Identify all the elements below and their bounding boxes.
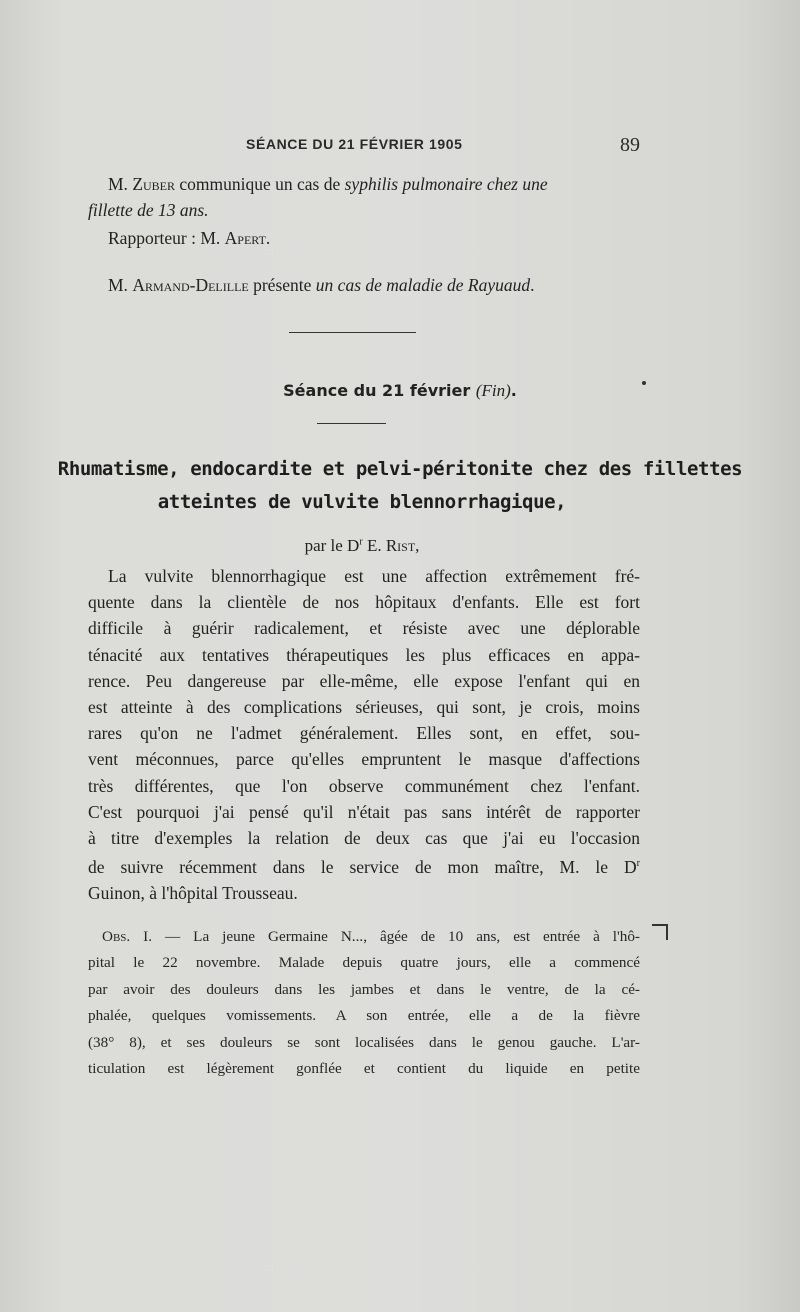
rapporteur-name: Apert [224, 228, 266, 248]
rapporteur-line [88, 225, 640, 251]
paragraph-line: Guinon, à l'hôpital Trousseau. [88, 883, 298, 904]
separator-rule-1 [289, 332, 416, 333]
paragraph-line: C'est pourquoi j'ai pensé qu'il n'était pas sans intérêt de rapporter [88, 801, 640, 822]
observation-text: — La jeune Germaine N..., âgée de 10 ans, est entrée à l'hô- [152, 928, 640, 945]
byline-sup: r [359, 536, 363, 548]
paragraph-line: ténacité aux tentatives thérapeutiques les plus efficaces en appa- [88, 644, 640, 665]
session-end: . [510, 381, 517, 400]
observation-line: (38° 8), et ses douleurs se sont localisées dans le genou gauche. L'ar- [88, 1033, 640, 1051]
observation-line [88, 924, 640, 950]
paragraph-line-text: de suivre récemment dans le service de mon maître, M. le D [88, 857, 637, 878]
paragraph-line: La vulvite blennorrhagique est une affection extrêmement fré- [108, 566, 640, 586]
paragraph-line: rence. Peu dangereuse par elle-même, elle expose l'enfant qui en [88, 670, 640, 691]
byline-end: , [415, 536, 420, 555]
stray-mark [642, 381, 646, 385]
observation-block [88, 924, 640, 1082]
zuber-line [88, 171, 640, 197]
armand-end: . [530, 275, 535, 295]
separator-rule-2 [317, 423, 386, 424]
paragraph-line [88, 851, 640, 880]
session-fin: (Fin) [475, 381, 511, 400]
observation-label: Obs. I. [102, 928, 153, 945]
paragraph-line: quente dans la clientèle de nos hôpitaux d'enfants. Elle est fort [88, 592, 640, 613]
armand-line [88, 272, 640, 298]
paragraph-line: est atteinte à des complications sérieuses, qui sont, je crois, moins [88, 697, 640, 718]
observation-line: ticulation est légèrement gonflée et contient du liquide en petite [88, 1060, 640, 1078]
observation-line: phalée, quelques vomissements. A son entrée, elle a de la fièvre [88, 1007, 640, 1025]
observation-line: pital le 22 novembre. Malade depuis quatre jours, elle a commencé [88, 954, 640, 972]
armand-prefix: M. [108, 275, 133, 295]
armand-name: Armand-Delille [132, 275, 249, 295]
zuber-prefix: M. [108, 174, 133, 194]
article-byline [0, 536, 724, 556]
paragraph-sup: r [636, 858, 640, 870]
zuber-italic: syphilis pulmonaire chez une [344, 174, 548, 194]
rapporteur-end: . [265, 228, 271, 248]
observation-line: par avoir des douleurs dans les jambes et dans le ventre, de la cé- [88, 980, 640, 998]
page-header [88, 134, 640, 160]
zuber-name: Zuber [132, 174, 176, 194]
rapporteur-label: Rapporteur : M. [108, 228, 225, 248]
margin-bracket-mark [652, 924, 668, 940]
session-heading [0, 381, 800, 401]
armand-text: présente [248, 275, 316, 295]
zuber-text: communique un cas de [175, 174, 345, 194]
session-title: Séance du 21 février [283, 381, 476, 400]
paragraph-line: très différentes, que l'on observe communément chez l'enfant. [88, 775, 640, 796]
article-title-line-2: atteintes de vulvite blennorrhagique, [157, 491, 567, 513]
armand-italic: un cas de maladie de Rayuaud [315, 275, 531, 295]
paragraph-line: rares qu'on ne l'admet généralement. Elles sont, en effet, sou- [88, 723, 640, 744]
page-number: 89 [620, 134, 640, 156]
paragraph-line: difficile à guérir radicalement, et résiste avec une déplorable [88, 618, 640, 639]
byline-name: E. Rist [362, 536, 416, 555]
paragraph-line: vent méconnues, parce qu'elles empruntent le masque d'affections [88, 749, 640, 770]
byline-prefix: par le D [304, 536, 360, 555]
paragraph-line: à titre d'exemples la relation de deux cas que j'ai eu l'occasion [88, 828, 640, 849]
article-title-line-1: Rhumatisme, endocardite et pelvi-péritonite chez des fillettes [57, 458, 743, 480]
zuber-line-2: fillette de 13 ans. [88, 200, 209, 220]
running-head: SÉANCE DU 21 FÉVRIER 1905 [246, 136, 463, 152]
body-paragraph [88, 563, 640, 906]
